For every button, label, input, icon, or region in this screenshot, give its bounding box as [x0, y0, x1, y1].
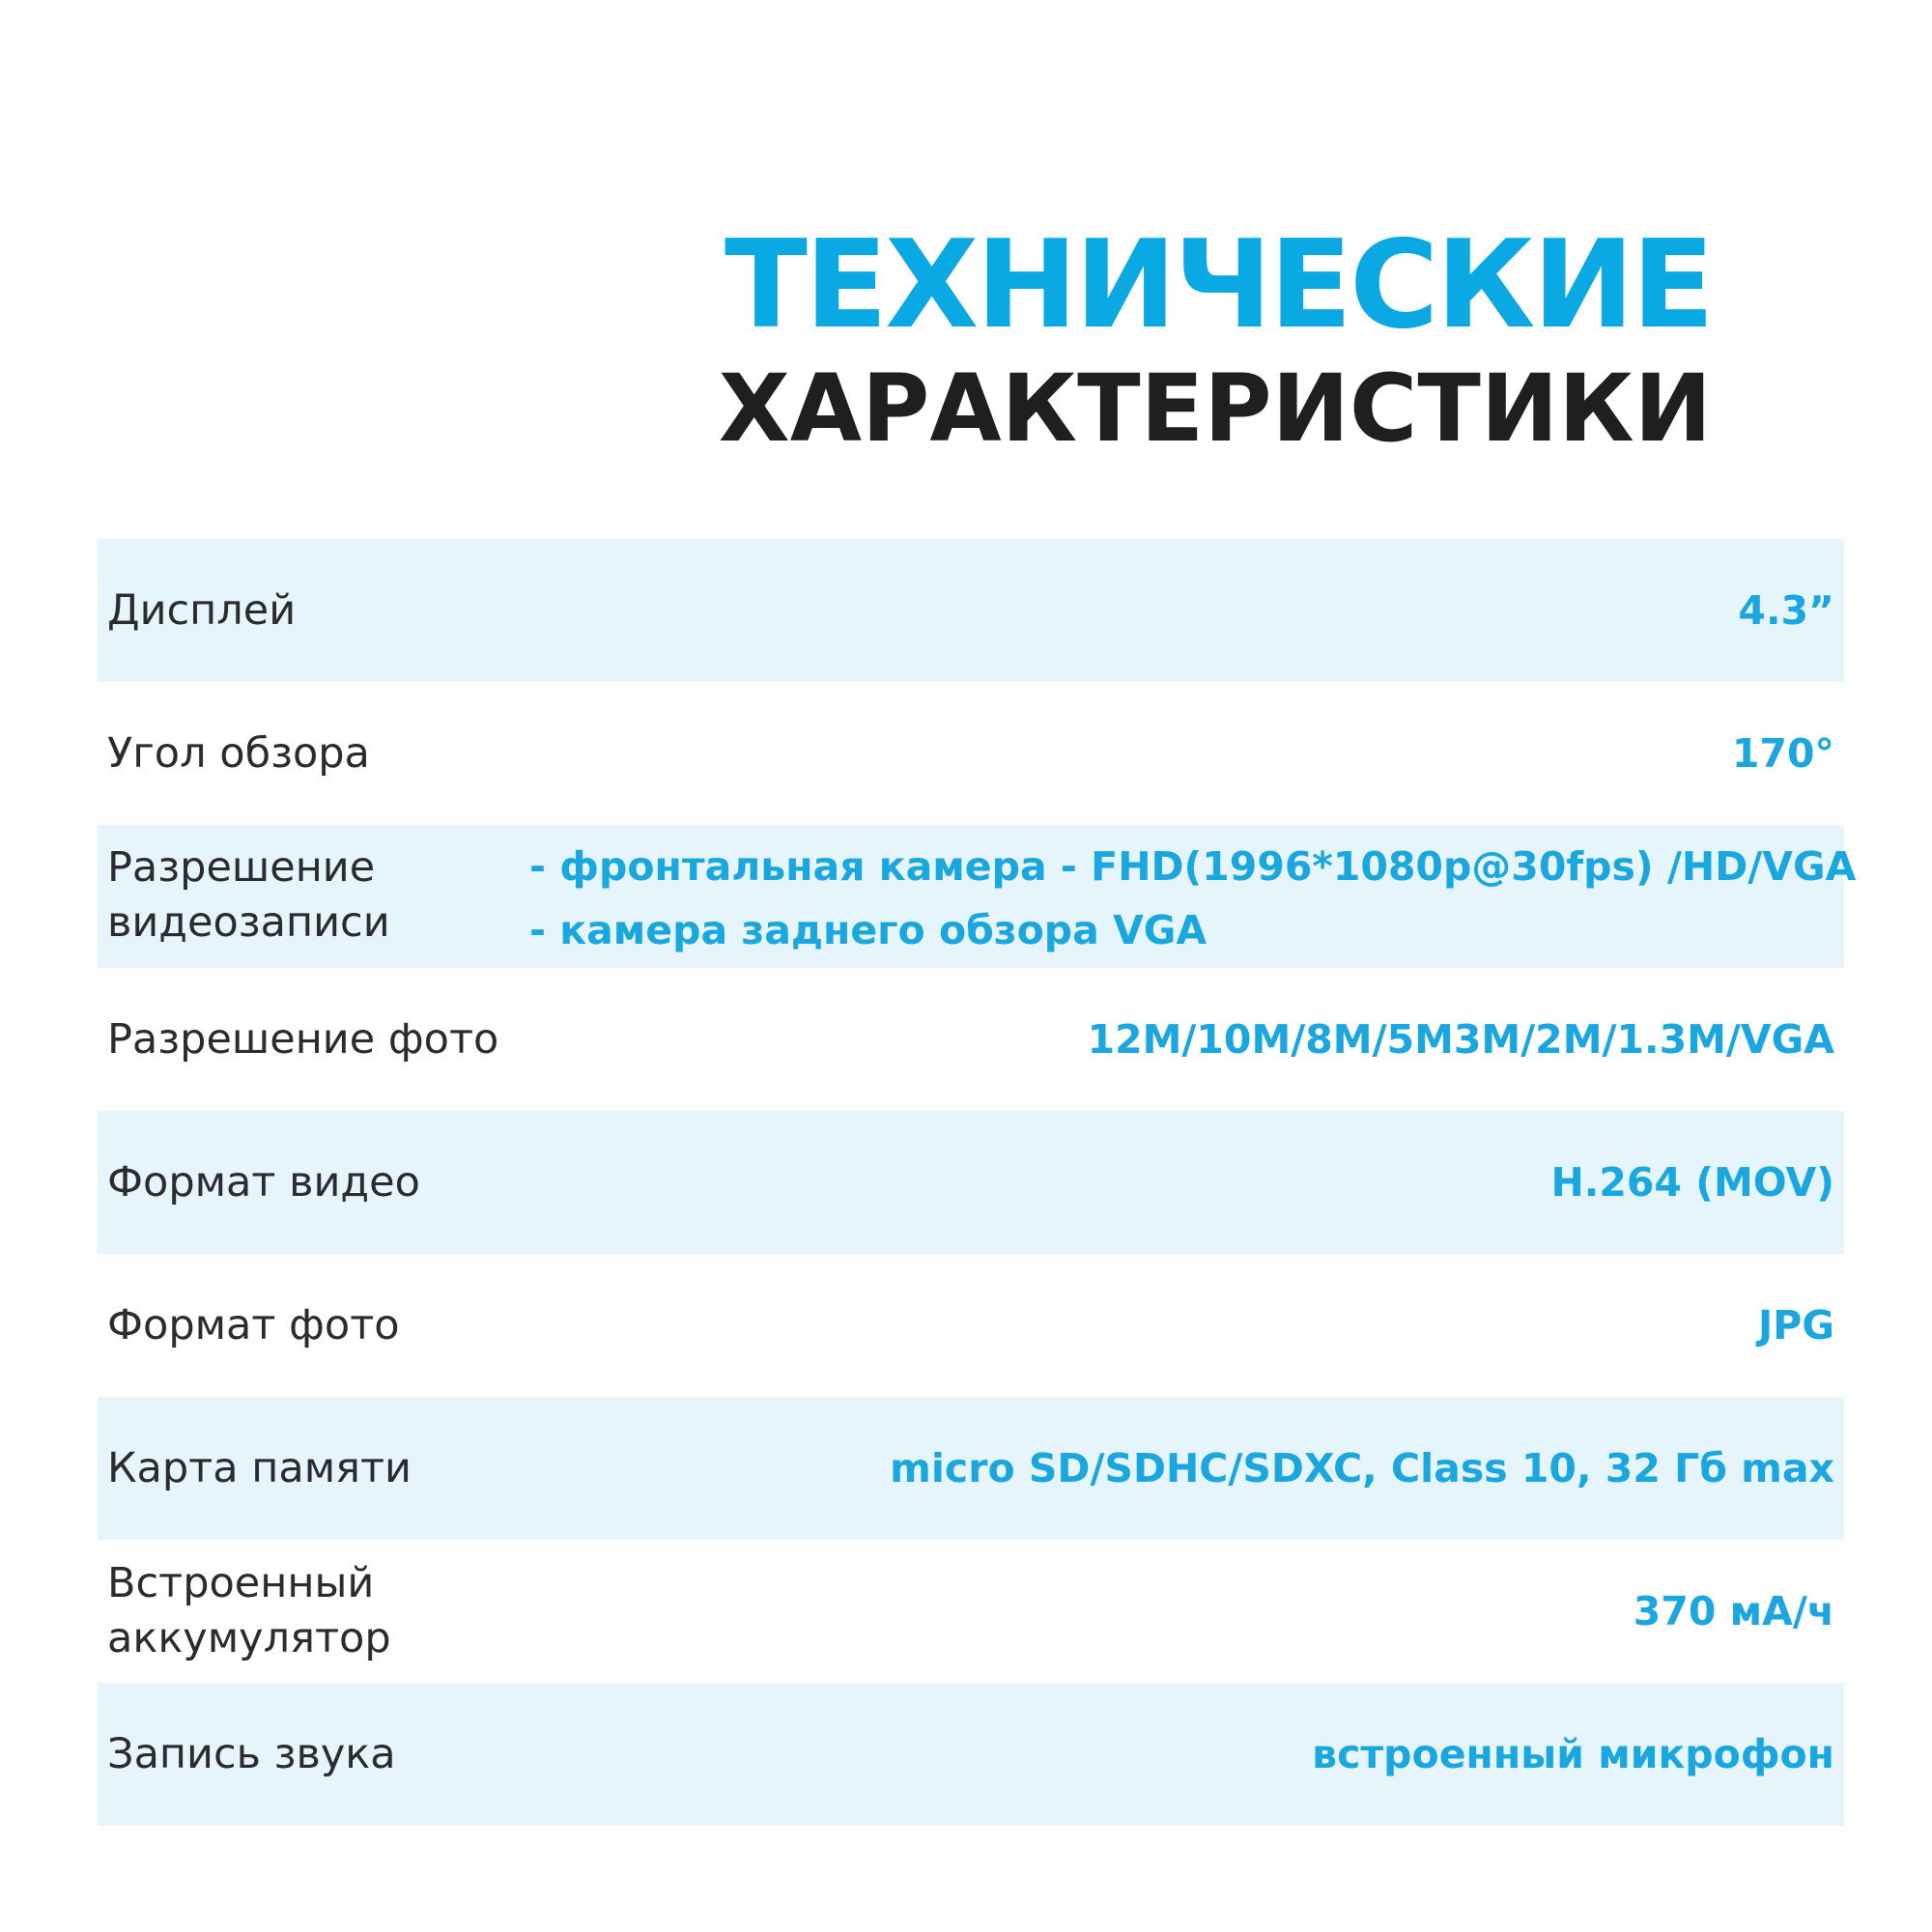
spec-table	[98, 539, 1857, 1826]
spec-value-line: - камера заднего обзора VGA	[529, 907, 1208, 953]
spec-value: H.264 (MOV)	[1550, 1158, 1834, 1206]
spec-value: 370 мА/ч	[1633, 1587, 1834, 1634]
spec-row-video-resolution	[98, 825, 1857, 968]
title-block	[718, 213, 1712, 465]
spec-row-photo-resolution	[98, 968, 1844, 1111]
spec-value: 4.3”	[1738, 586, 1834, 634]
spec-value	[529, 835, 1856, 962]
spec-row-display	[98, 539, 1844, 682]
spec-row-memory-card	[98, 1397, 1844, 1540]
spec-label: Запись звука	[107, 1729, 396, 1778]
title-line-1: ТЕХНИЧЕСКИЕ	[724, 213, 1712, 355]
spec-value: встроенный микрофон	[1312, 1730, 1834, 1777]
spec-row-photo-format	[98, 1254, 1844, 1397]
spec-row-battery	[98, 1540, 1844, 1683]
spec-label: Встроенный аккумулятор	[107, 1559, 391, 1662]
spec-label: Формат видео	[107, 1157, 420, 1207]
spec-row-video-format	[98, 1111, 1844, 1254]
spec-value: 170°	[1731, 729, 1834, 777]
spec-row-sound-recording	[98, 1683, 1844, 1826]
spec-value-line: - фронтальная камера - FHD(1996*1080p@30fps) /HD/VGA	[529, 843, 1857, 890]
spec-label: Разрешение видеозаписи	[107, 843, 390, 947]
spec-value: micro SD/SDHC/SDXC, Class 10, 32 Гб max	[890, 1444, 1834, 1492]
spec-label: Угол обзора	[107, 728, 370, 778]
spec-label: Формат фото	[107, 1300, 400, 1350]
spec-value: 12M/10M/8M/5M3M/2M/1.3M/VGA	[1087, 1015, 1834, 1063]
spec-value: JPG	[1758, 1301, 1834, 1349]
spec-row-view-angle	[98, 682, 1844, 825]
spec-label: Дисплей	[107, 585, 297, 635]
title-line-2: ХАРАКТЕРИСТИКИ	[718, 355, 1712, 463]
spec-label: Разрешение фото	[107, 1014, 499, 1064]
spec-label: Карта памяти	[107, 1443, 412, 1492]
